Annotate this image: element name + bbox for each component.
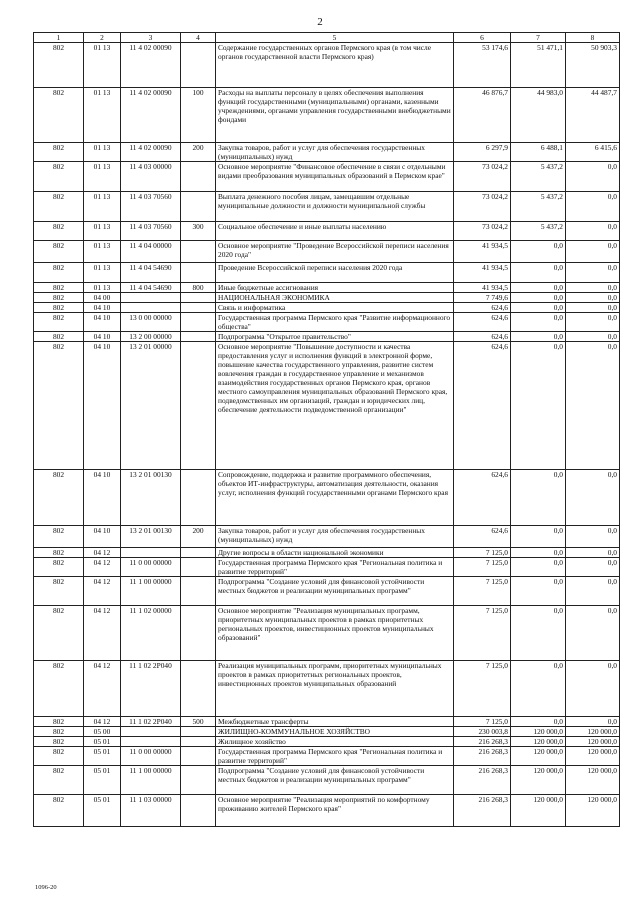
cell-expense-type bbox=[181, 293, 216, 303]
table-row bbox=[34, 606, 620, 661]
cell-expense-type bbox=[181, 43, 216, 88]
cell-amount-col7: 0,0 bbox=[511, 470, 566, 526]
cell-name: НАЦИОНАЛЬНАЯ ЭКОНОМИКА bbox=[216, 293, 454, 303]
cell-target-item: 13 2 01 00000 bbox=[121, 342, 181, 470]
cell-amount-col8: 120 000,0 bbox=[566, 795, 620, 827]
cell-amount-col8: 120 000,0 bbox=[566, 737, 620, 747]
cell-amount-col8: 0,0 bbox=[566, 548, 620, 558]
table-row bbox=[34, 263, 620, 283]
cell-amount-col7: 0,0 bbox=[511, 283, 566, 293]
table-body bbox=[34, 43, 620, 827]
cell-name: Иные бюджетные ассигнования bbox=[216, 283, 454, 293]
cell-amount-col7: 5 437,2 bbox=[511, 192, 566, 222]
cell-amount-col7: 0,0 bbox=[511, 241, 566, 263]
cell-amount-col7: 0,0 bbox=[511, 558, 566, 577]
cell-amount-col7: 0,0 bbox=[511, 332, 566, 342]
cell-section: 05 01 bbox=[84, 795, 121, 827]
cell-admin-code: 802 bbox=[34, 526, 84, 548]
table-row bbox=[34, 795, 620, 827]
cell-admin-code: 802 bbox=[34, 143, 84, 162]
cell-target-item: 13 2 01 00130 bbox=[121, 470, 181, 526]
table-row bbox=[34, 192, 620, 222]
table-row bbox=[34, 737, 620, 747]
cell-amount-col8: 0,0 bbox=[566, 222, 620, 241]
table-row bbox=[34, 332, 620, 342]
cell-admin-code: 802 bbox=[34, 241, 84, 263]
cell-name: Содержание государственных органов Пермского края (в том числе органов государственной власти Пермского края) bbox=[216, 43, 454, 88]
cell-amount-col6: 41 934,5 bbox=[454, 283, 511, 293]
cell-expense-type bbox=[181, 332, 216, 342]
cell-section: 05 01 bbox=[84, 747, 121, 766]
cell-expense-type bbox=[181, 577, 216, 606]
header-row bbox=[34, 33, 620, 43]
cell-amount-col7: 0,0 bbox=[511, 263, 566, 283]
cell-section: 04 10 bbox=[84, 342, 121, 470]
cell-amount-col8: 0,0 bbox=[566, 470, 620, 526]
cell-admin-code: 802 bbox=[34, 661, 84, 717]
cell-section: 04 12 bbox=[84, 558, 121, 577]
cell-amount-col7: 0,0 bbox=[511, 606, 566, 661]
cell-amount-col8: 0,0 bbox=[566, 558, 620, 577]
cell-section: 01 13 bbox=[84, 43, 121, 88]
cell-target-item bbox=[121, 737, 181, 747]
cell-amount-col8: 0,0 bbox=[566, 577, 620, 606]
header-col-2: 2 bbox=[84, 33, 121, 43]
cell-name: Подпрограмма "Открытое правительство" bbox=[216, 332, 454, 342]
cell-name: Проведение Всероссийской переписи населения 2020 года bbox=[216, 263, 454, 283]
cell-section: 01 13 bbox=[84, 283, 121, 293]
cell-amount-col8: 120 000,0 bbox=[566, 766, 620, 795]
cell-section: 04 10 bbox=[84, 470, 121, 526]
table-row bbox=[34, 88, 620, 143]
cell-admin-code: 802 bbox=[34, 88, 84, 143]
cell-amount-col7: 0,0 bbox=[511, 313, 566, 332]
cell-amount-col8: 0,0 bbox=[566, 162, 620, 192]
table-row bbox=[34, 661, 620, 717]
cell-amount-col6: 7 125,0 bbox=[454, 606, 511, 661]
cell-name: Реализация муниципальных программ, приоритетных муниципальных проектов в рамках приоритетных региональных проектов, инвестиционных проектов муниципальных образований bbox=[216, 661, 454, 717]
cell-target-item: 11 4 02 00090 bbox=[121, 143, 181, 162]
cell-amount-col6: 624,6 bbox=[454, 332, 511, 342]
cell-section: 04 10 bbox=[84, 313, 121, 332]
cell-amount-col6: 6 297,9 bbox=[454, 143, 511, 162]
table-row bbox=[34, 747, 620, 766]
table-row bbox=[34, 766, 620, 795]
cell-admin-code: 802 bbox=[34, 43, 84, 88]
table-row bbox=[34, 342, 620, 470]
cell-amount-col8: 0,0 bbox=[566, 526, 620, 548]
cell-amount-col6: 216 268,3 bbox=[454, 747, 511, 766]
cell-name: Межбюджетные трансферты bbox=[216, 717, 454, 727]
cell-amount-col6: 624,6 bbox=[454, 470, 511, 526]
table-row bbox=[34, 558, 620, 577]
cell-target-item: 11 0 00 00000 bbox=[121, 747, 181, 766]
cell-target-item: 11 4 02 00090 bbox=[121, 43, 181, 88]
cell-admin-code: 802 bbox=[34, 342, 84, 470]
cell-target-item: 11 4 03 00000 bbox=[121, 162, 181, 192]
cell-target-item: 11 4 03 70560 bbox=[121, 222, 181, 241]
table-row bbox=[34, 162, 620, 192]
cell-section: 01 13 bbox=[84, 88, 121, 143]
cell-admin-code: 802 bbox=[34, 263, 84, 283]
cell-amount-col7: 0,0 bbox=[511, 661, 566, 717]
cell-section: 04 00 bbox=[84, 293, 121, 303]
cell-target-item: 11 1 00 00000 bbox=[121, 577, 181, 606]
table-row bbox=[34, 293, 620, 303]
cell-admin-code: 802 bbox=[34, 548, 84, 558]
footer-code: 1096-20 bbox=[35, 884, 57, 891]
cell-amount-col7: 51 471,1 bbox=[511, 43, 566, 88]
cell-amount-col6: 41 934,5 bbox=[454, 263, 511, 283]
cell-amount-col6: 7 749,6 bbox=[454, 293, 511, 303]
cell-expense-type: 300 bbox=[181, 222, 216, 241]
cell-section: 05 01 bbox=[84, 737, 121, 747]
cell-expense-type bbox=[181, 766, 216, 795]
table-row bbox=[34, 313, 620, 332]
cell-section: 01 13 bbox=[84, 143, 121, 162]
cell-amount-col8: 120 000,0 bbox=[566, 747, 620, 766]
cell-amount-col8: 0,0 bbox=[566, 342, 620, 470]
cell-target-item: 11 4 03 70560 bbox=[121, 192, 181, 222]
cell-section: 01 13 bbox=[84, 241, 121, 263]
header-col-7: 7 bbox=[511, 33, 566, 43]
cell-amount-col6: 216 268,3 bbox=[454, 737, 511, 747]
cell-amount-col8: 0,0 bbox=[566, 263, 620, 283]
cell-amount-col7: 0,0 bbox=[511, 303, 566, 313]
cell-section: 04 12 bbox=[84, 548, 121, 558]
cell-admin-code: 802 bbox=[34, 313, 84, 332]
cell-amount-col6: 624,6 bbox=[454, 313, 511, 332]
cell-amount-col6: 7 125,0 bbox=[454, 661, 511, 717]
budget-table bbox=[33, 32, 620, 827]
cell-admin-code: 802 bbox=[34, 795, 84, 827]
cell-admin-code: 802 bbox=[34, 470, 84, 526]
cell-name: Основное мероприятие "Реализация муниципальных программ, приоритетных муниципальных проектов в рамках приоритетных региональных проектов, инвестиционных проектов муниципальных образований" bbox=[216, 606, 454, 661]
cell-admin-code: 802 bbox=[34, 766, 84, 795]
table-row bbox=[34, 283, 620, 293]
cell-admin-code: 802 bbox=[34, 293, 84, 303]
table-row bbox=[34, 303, 620, 313]
cell-expense-type bbox=[181, 548, 216, 558]
cell-target-item: 11 4 04 54690 bbox=[121, 283, 181, 293]
cell-section: 04 12 bbox=[84, 606, 121, 661]
cell-target-item bbox=[121, 548, 181, 558]
cell-admin-code: 802 bbox=[34, 558, 84, 577]
cell-amount-col6: 7 125,0 bbox=[454, 558, 511, 577]
cell-expense-type: 200 bbox=[181, 526, 216, 548]
cell-target-item: 11 4 04 00000 bbox=[121, 241, 181, 263]
cell-expense-type bbox=[181, 241, 216, 263]
cell-expense-type bbox=[181, 263, 216, 283]
header-col-8: 8 bbox=[566, 33, 620, 43]
cell-amount-col8: 6 415,6 bbox=[566, 143, 620, 162]
cell-amount-col8: 0,0 bbox=[566, 717, 620, 727]
cell-section: 01 13 bbox=[84, 162, 121, 192]
header-col-1: 1 bbox=[34, 33, 84, 43]
cell-expense-type bbox=[181, 606, 216, 661]
cell-expense-type: 800 bbox=[181, 283, 216, 293]
cell-amount-col7: 0,0 bbox=[511, 293, 566, 303]
cell-admin-code: 802 bbox=[34, 192, 84, 222]
cell-expense-type bbox=[181, 303, 216, 313]
cell-target-item: 11 0 00 00000 bbox=[121, 558, 181, 577]
cell-name: ЖИЛИЩНО-КОММУНАЛЬНОЕ ХОЗЯЙСТВО bbox=[216, 727, 454, 737]
cell-name: Основное мероприятие "Повышение доступности и качества предоставления услуг и исполнения функций в электронной форме, повышение качества государственного управления, развитие систем вовлечения граждан в государственное управление и механизмов взаимодействия государственных органов Пермского края, органов местного самоуправления муниципальных образований Пермского края, подведомственных им организаций, граждан и юридических лиц, обеспечение деятельности подведомственной организации" bbox=[216, 342, 454, 470]
cell-amount-col7: 0,0 bbox=[511, 577, 566, 606]
cell-target-item: 11 1 00 00000 bbox=[121, 766, 181, 795]
cell-target-item: 11 1 02 2Р040 bbox=[121, 661, 181, 717]
table-row bbox=[34, 577, 620, 606]
table-row bbox=[34, 548, 620, 558]
table-row bbox=[34, 143, 620, 162]
cell-name: Основное мероприятие "Финансовое обеспечение в связи с отдельными видами преобразования муниципальных образований в Пермском крае" bbox=[216, 162, 454, 192]
cell-section: 04 12 bbox=[84, 661, 121, 717]
cell-name: Другие вопросы в области национальной экономики bbox=[216, 548, 454, 558]
cell-amount-col6: 216 268,3 bbox=[454, 766, 511, 795]
header-col-4: 4 bbox=[181, 33, 216, 43]
cell-amount-col8: 0,0 bbox=[566, 606, 620, 661]
table-row bbox=[34, 43, 620, 88]
cell-expense-type: 100 bbox=[181, 88, 216, 143]
cell-admin-code: 802 bbox=[34, 162, 84, 192]
cell-amount-col7: 44 983,0 bbox=[511, 88, 566, 143]
cell-amount-col7: 0,0 bbox=[511, 342, 566, 470]
cell-expense-type bbox=[181, 470, 216, 526]
cell-target-item: 11 4 04 54690 bbox=[121, 263, 181, 283]
cell-amount-col6: 230 003,8 bbox=[454, 727, 511, 737]
cell-name: Закупка товаров, работ и услуг для обеспечения государственных (муниципальных) нужд bbox=[216, 143, 454, 162]
cell-section: 04 12 bbox=[84, 717, 121, 727]
header-col-5: 5 bbox=[216, 33, 454, 43]
cell-expense-type bbox=[181, 737, 216, 747]
cell-name: Закупка товаров, работ и услуг для обеспечения государственных (муниципальных) нужд bbox=[216, 526, 454, 548]
cell-amount-col8: 0,0 bbox=[566, 192, 620, 222]
cell-amount-col6: 73 024,2 bbox=[454, 222, 511, 241]
cell-name: Жилищное хозяйство bbox=[216, 737, 454, 747]
cell-amount-col6: 53 174,6 bbox=[454, 43, 511, 88]
cell-amount-col6: 73 024,2 bbox=[454, 162, 511, 192]
cell-expense-type bbox=[181, 747, 216, 766]
cell-amount-col6: 7 125,0 bbox=[454, 577, 511, 606]
table-row bbox=[34, 717, 620, 727]
cell-section: 04 10 bbox=[84, 526, 121, 548]
cell-amount-col7: 5 437,2 bbox=[511, 162, 566, 192]
cell-name: Основное мероприятие "Проведение Всероссийской переписи населения 2020 года" bbox=[216, 241, 454, 263]
cell-name: Связь и информатика bbox=[216, 303, 454, 313]
cell-name: Подпрограмма "Создание условий для финансовой устойчивости местных бюджетов и реализации муниципальных программ" bbox=[216, 766, 454, 795]
cell-section: 04 10 bbox=[84, 303, 121, 313]
cell-admin-code: 802 bbox=[34, 747, 84, 766]
cell-target-item: 13 2 00 00000 bbox=[121, 332, 181, 342]
cell-amount-col7: 120 000,0 bbox=[511, 747, 566, 766]
cell-section: 01 13 bbox=[84, 222, 121, 241]
cell-expense-type bbox=[181, 162, 216, 192]
cell-amount-col6: 624,6 bbox=[454, 526, 511, 548]
cell-name: Государственная программа Пермского края "Региональная политика и развитие территорий" bbox=[216, 558, 454, 577]
cell-expense-type bbox=[181, 558, 216, 577]
table-row bbox=[34, 222, 620, 241]
cell-name: Подпрограмма "Создание условий для финансовой устойчивости местных бюджетов и реализации муниципальных программ" bbox=[216, 577, 454, 606]
cell-expense-type: 200 bbox=[181, 143, 216, 162]
cell-amount-col8: 44 487,7 bbox=[566, 88, 620, 143]
cell-admin-code: 802 bbox=[34, 303, 84, 313]
cell-name: Основное мероприятие "Реализация мероприятий по комфортному проживанию жителей Пермского края" bbox=[216, 795, 454, 827]
cell-amount-col8: 0,0 bbox=[566, 332, 620, 342]
cell-name: Расходы на выплаты персоналу в целях обеспечения выполнения функций государственными (муниципальными) органами, казенными учреждениями, органами управления государственными внебюджетными фондами bbox=[216, 88, 454, 143]
cell-amount-col6: 624,6 bbox=[454, 342, 511, 470]
cell-target-item bbox=[121, 727, 181, 737]
cell-amount-col6: 41 934,5 bbox=[454, 241, 511, 263]
cell-amount-col8: 0,0 bbox=[566, 241, 620, 263]
cell-name: Социальное обеспечение и иные выплаты населению bbox=[216, 222, 454, 241]
table-row bbox=[34, 241, 620, 263]
cell-amount-col7: 120 000,0 bbox=[511, 727, 566, 737]
cell-section: 04 10 bbox=[84, 332, 121, 342]
cell-admin-code: 802 bbox=[34, 222, 84, 241]
cell-target-item: 11 4 02 00090 bbox=[121, 88, 181, 143]
cell-section: 05 00 bbox=[84, 727, 121, 737]
table-row bbox=[34, 727, 620, 737]
cell-amount-col7: 120 000,0 bbox=[511, 795, 566, 827]
cell-target-item: 13 2 01 00130 bbox=[121, 526, 181, 548]
cell-target-item: 11 1 02 2Р040 bbox=[121, 717, 181, 727]
cell-expense-type bbox=[181, 661, 216, 717]
cell-target-item: 11 1 02 00000 bbox=[121, 606, 181, 661]
cell-amount-col7: 0,0 bbox=[511, 526, 566, 548]
cell-target-item bbox=[121, 293, 181, 303]
cell-amount-col8: 0,0 bbox=[566, 283, 620, 293]
cell-section: 05 01 bbox=[84, 766, 121, 795]
cell-admin-code: 802 bbox=[34, 717, 84, 727]
cell-amount-col8: 120 000,0 bbox=[566, 727, 620, 737]
cell-target-item bbox=[121, 303, 181, 313]
cell-admin-code: 802 bbox=[34, 577, 84, 606]
cell-admin-code: 802 bbox=[34, 606, 84, 661]
cell-target-item: 11 1 03 00000 bbox=[121, 795, 181, 827]
cell-amount-col8: 0,0 bbox=[566, 661, 620, 717]
cell-amount-col8: 50 903,3 bbox=[566, 43, 620, 88]
header-col-6: 6 bbox=[454, 33, 511, 43]
cell-amount-col7: 0,0 bbox=[511, 717, 566, 727]
cell-amount-col7: 120 000,0 bbox=[511, 766, 566, 795]
cell-admin-code: 802 bbox=[34, 332, 84, 342]
cell-amount-col7: 5 437,2 bbox=[511, 222, 566, 241]
cell-section: 01 13 bbox=[84, 192, 121, 222]
cell-amount-col7: 120 000,0 bbox=[511, 737, 566, 747]
cell-amount-col7: 6 488,1 bbox=[511, 143, 566, 162]
table-row bbox=[34, 470, 620, 526]
cell-amount-col7: 0,0 bbox=[511, 548, 566, 558]
cell-admin-code: 802 bbox=[34, 737, 84, 747]
cell-amount-col8: 0,0 bbox=[566, 303, 620, 313]
cell-amount-col6: 73 024,2 bbox=[454, 192, 511, 222]
cell-expense-type bbox=[181, 313, 216, 332]
cell-expense-type bbox=[181, 342, 216, 470]
cell-amount-col8: 0,0 bbox=[566, 293, 620, 303]
cell-amount-col8: 0,0 bbox=[566, 313, 620, 332]
header-col-3: 3 bbox=[121, 33, 181, 43]
cell-name: Сопровождение, поддержка и развитие программного обеспечения, объектов ИТ-инфраструктуры, автоматизация деятельности, оказания услуг, исполнения функций государственными органами Пермского края bbox=[216, 470, 454, 526]
cell-section: 01 13 bbox=[84, 263, 121, 283]
page-number: 2 bbox=[317, 16, 323, 28]
cell-target-item: 13 0 00 00000 bbox=[121, 313, 181, 332]
cell-name: Выплата денежного пособия лицам, замещавшим отдельные муниципальные должности и должности муниципальной службы bbox=[216, 192, 454, 222]
cell-amount-col6: 624,6 bbox=[454, 303, 511, 313]
cell-expense-type bbox=[181, 192, 216, 222]
cell-amount-col6: 7 125,0 bbox=[454, 548, 511, 558]
cell-admin-code: 802 bbox=[34, 283, 84, 293]
cell-admin-code: 802 bbox=[34, 727, 84, 737]
cell-amount-col6: 46 876,7 bbox=[454, 88, 511, 143]
cell-name: Государственная программа Пермского края "Развитие информационного общества" bbox=[216, 313, 454, 332]
cell-expense-type: 500 bbox=[181, 717, 216, 727]
cell-expense-type bbox=[181, 727, 216, 737]
cell-amount-col6: 7 125,0 bbox=[454, 717, 511, 727]
cell-name: Государственная программа Пермского края "Региональная политика и развитие территорий" bbox=[216, 747, 454, 766]
cell-amount-col6: 216 268,3 bbox=[454, 795, 511, 827]
table-row bbox=[34, 526, 620, 548]
cell-expense-type bbox=[181, 795, 216, 827]
cell-section: 04 12 bbox=[84, 577, 121, 606]
